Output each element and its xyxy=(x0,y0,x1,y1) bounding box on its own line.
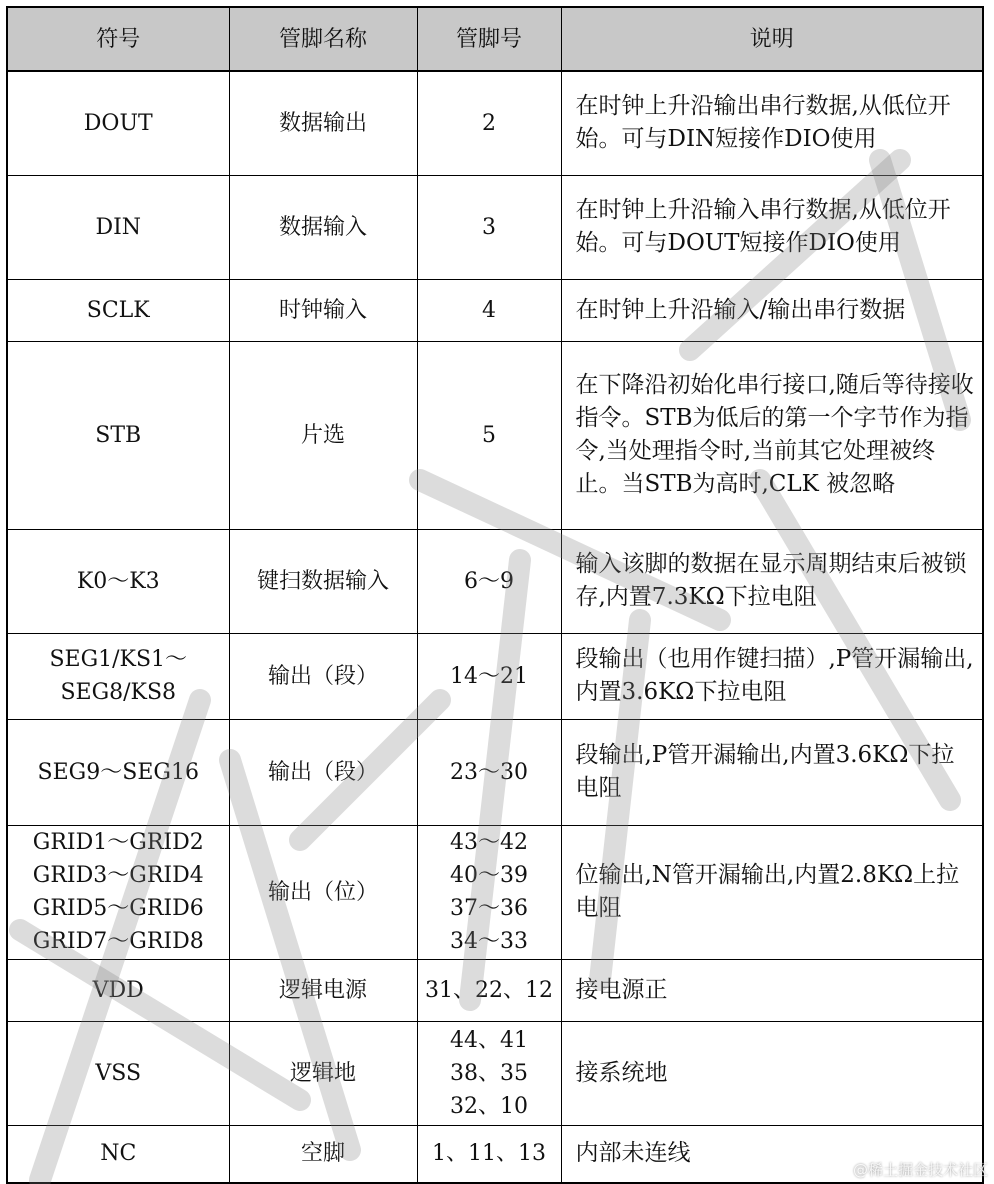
cell-pin-number-line: 1、11、13 xyxy=(432,1141,546,1167)
cell-pin-number-line: 3 xyxy=(482,214,496,240)
table-row xyxy=(7,1125,983,1183)
table-row xyxy=(7,71,983,175)
cell-symbol-line: NC xyxy=(100,1141,137,1167)
cell-symbol-line: VSS xyxy=(95,1060,142,1086)
cell-symbol-line: DIN xyxy=(95,214,142,240)
table-row xyxy=(7,529,983,633)
cell-pin-number-line: 37～36 xyxy=(450,896,528,921)
cell-pin-name: 逻辑地 xyxy=(229,1021,417,1125)
cell-pin-number xyxy=(417,959,561,1021)
table-row xyxy=(7,959,983,1021)
header-pin-number: 管脚号 xyxy=(417,7,561,71)
header-pin-name: 管脚名称 xyxy=(229,7,417,71)
cell-description: 输入该脚的数据在显示周期结束后被锁存,内置7.3KΩ下拉电阻 xyxy=(561,529,983,633)
cell-symbol-line: GRID5～GRID6 xyxy=(32,896,204,921)
cell-symbol xyxy=(7,959,229,1021)
cell-symbol-line: VDD xyxy=(92,977,144,1003)
cell-symbol-line: SEG8/KS8 xyxy=(60,680,177,705)
cell-pin-number-line: 43～42 xyxy=(450,830,528,855)
cell-pin-name: 数据输入 xyxy=(229,175,417,279)
cell-pin-number-line: 14～21 xyxy=(450,663,528,689)
cell-pin-number-line: 32、10 xyxy=(450,1093,528,1119)
cell-symbol xyxy=(7,1125,229,1183)
cell-pin-name: 逻辑电源 xyxy=(229,959,417,1021)
cell-pin-number-line: 44、41 xyxy=(450,1027,528,1053)
cell-pin-number xyxy=(417,1021,561,1125)
table-row xyxy=(7,633,983,719)
cell-symbol-line: GRID3～GRID4 xyxy=(32,863,204,888)
cell-pin-number-line: 38、35 xyxy=(450,1060,528,1086)
watermark-credit: @稀土掘金技术社区 xyxy=(852,1161,988,1179)
cell-pin-name: 片选 xyxy=(229,341,417,529)
cell-symbol-line: GRID7～GRID8 xyxy=(32,929,204,954)
cell-pin-number-line: 4 xyxy=(482,297,496,323)
cell-description: 内部未连线 xyxy=(561,1125,983,1183)
header-row xyxy=(7,7,983,71)
cell-symbol xyxy=(7,175,229,279)
cell-pin-number-line: 23～30 xyxy=(450,759,528,785)
cell-description: 位输出,N管开漏输出,内置2.8KΩ上拉电阻 xyxy=(561,825,983,959)
cell-pin-name: 输出（位） xyxy=(229,825,417,959)
cell-symbol xyxy=(7,341,229,529)
cell-pin-name: 输出（段） xyxy=(229,719,417,825)
cell-pin-number xyxy=(417,1125,561,1183)
table-row xyxy=(7,719,983,825)
cell-description: 在时钟上升沿输入串行数据,从低位开始。可与DOUT短接作DIO使用 xyxy=(561,175,983,279)
cell-pin-number xyxy=(417,529,561,633)
header-description: 说明 xyxy=(561,7,983,71)
cell-pin-number xyxy=(417,71,561,175)
cell-pin-number-line: 40～39 xyxy=(450,863,528,888)
cell-pin-name: 时钟输入 xyxy=(229,279,417,341)
cell-pin-name: 键扫数据输入 xyxy=(229,529,417,633)
cell-symbol-line: GRID1～GRID2 xyxy=(32,830,204,855)
table-row xyxy=(7,279,983,341)
cell-symbol xyxy=(7,1021,229,1125)
cell-symbol xyxy=(7,529,229,633)
cell-description: 在时钟上升沿输入/输出串行数据 xyxy=(561,279,983,341)
cell-pin-number xyxy=(417,633,561,719)
pin-table xyxy=(6,6,984,1184)
table-row xyxy=(7,341,983,529)
table-row xyxy=(7,175,983,279)
cell-symbol-line: K0～K3 xyxy=(76,568,160,594)
cell-pin-name: 空脚 xyxy=(229,1125,417,1183)
cell-pin-number xyxy=(417,279,561,341)
cell-description: 在下降沿初始化串行接口,随后等待接收指令。STB为低后的第一个字节作为指令,当处理指令时,当前其它处理被终止。当STB为高时,CLK 被忽略 xyxy=(561,341,983,529)
cell-description: 段输出（也用作键扫描）,P管开漏输出,内置3.6KΩ下拉电阻 xyxy=(561,633,983,719)
cell-pin-number-line: 34～33 xyxy=(450,929,528,954)
cell-pin-number xyxy=(417,175,561,279)
cell-description: 接系统地 xyxy=(561,1021,983,1125)
cell-symbol-line: SEG1/KS1～ xyxy=(49,647,188,672)
cell-pin-name: 数据输出 xyxy=(229,71,417,175)
cell-symbol xyxy=(7,825,229,959)
table-row xyxy=(7,1021,983,1125)
cell-pin-number-line: 2 xyxy=(482,110,496,136)
cell-pin-number-line: 6～9 xyxy=(464,568,514,594)
cell-symbol xyxy=(7,279,229,341)
cell-symbol xyxy=(7,719,229,825)
cell-symbol-line: STB xyxy=(95,422,142,448)
cell-symbol-line: SCLK xyxy=(86,297,150,323)
cell-symbol xyxy=(7,633,229,719)
cell-pin-name: 输出（段） xyxy=(229,633,417,719)
header-symbol: 符号 xyxy=(7,7,229,71)
cell-symbol xyxy=(7,71,229,175)
cell-description: 段输出,P管开漏输出,内置3.6KΩ下拉电阻 xyxy=(561,719,983,825)
cell-symbol-line: SEG9～SEG16 xyxy=(37,759,199,785)
cell-pin-number xyxy=(417,825,561,959)
table-row xyxy=(7,825,983,959)
cell-pin-number-line: 31、22、12 xyxy=(425,977,553,1003)
cell-pin-number xyxy=(417,341,561,529)
cell-description: 接电源正 xyxy=(561,959,983,1021)
cell-description: 在时钟上升沿输出串行数据,从低位开始。可与DIN短接作DIO使用 xyxy=(561,71,983,175)
cell-pin-number xyxy=(417,719,561,825)
cell-symbol-line: DOUT xyxy=(83,110,153,136)
cell-pin-number-line: 5 xyxy=(482,422,496,448)
